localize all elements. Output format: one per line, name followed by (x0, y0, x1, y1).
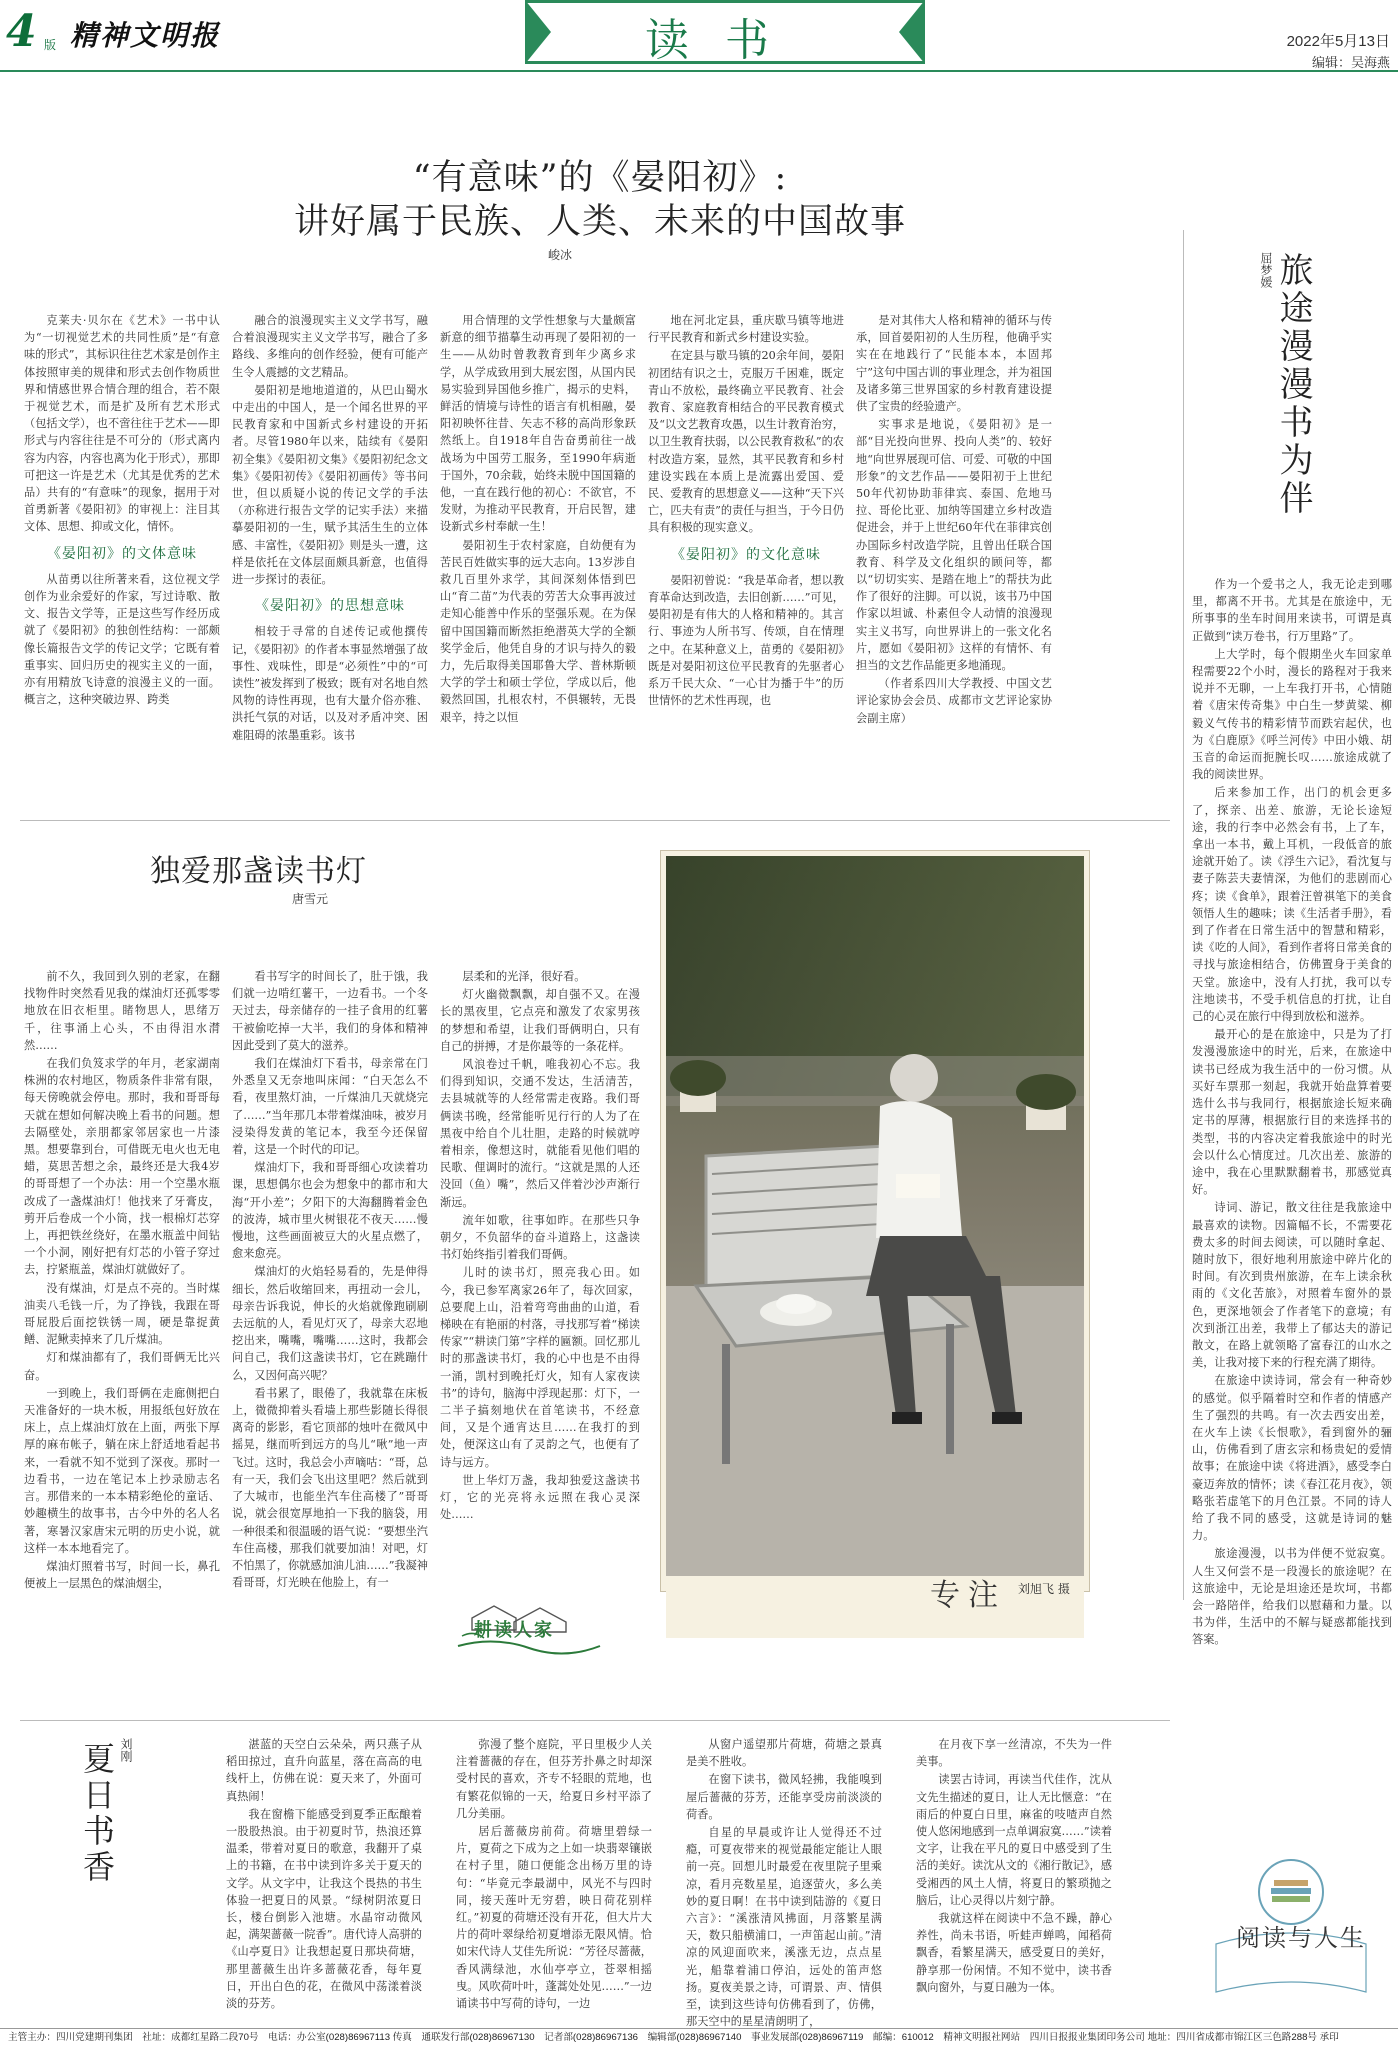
article2-paragraph: 风浪卷过千帆，唯我初心不忘。我们得到知识，交通不发达，生活清苦，去县城就等的人经常需走夜路。我们哥俩读书晚，经常能听见行行的人为了在黑夜中给自个儿壮胆，走路的时候就哼着相亲，像想这时，就能看见他们唱的民歌、俚调时的流行。“这就是黑的人还没回（鱼）嘴”，然后又伴着沙沙声渐行渐远。 (440, 1058, 640, 1209)
article4-column-2 (456, 1736, 652, 2016)
reading-logo-text: 阅读与人生 (1236, 1924, 1366, 1952)
article4-title: 夏日书香 (78, 1742, 116, 1886)
article4-column-3 (686, 1736, 882, 2029)
issue-date: 2022年5月13日 (1286, 33, 1390, 50)
article1-subhead-culture: 《晏阳初》的文化意味 (671, 546, 821, 563)
article4-paragraph: 弥漫了整个庭院，平日里极少人关注着蔷薇的存在，但芬芳扑鼻之时却深受村民的喜欢，齐专不轻眼的荒地，也有繁花似锦的一天，给夏日乡村平添了几分美丽。 (456, 1738, 652, 1820)
article1-paragraph: 实事求是地说，《晏阳初》是一部“目光投向世界、投向人类”的、较好地“向世界展现可信、可爱、可敬的中国形象”的文艺作品——晏阳初于上世纪50年代初协助菲律宾、泰国、危地马拉、哥伦比亚、加纳等国建立乡村改造促进会，并于上世纪60年代在菲律宾创办国际乡村改造学院，且曾出任联合国教育、科学及文化组织的顾问等，都以“切切实实、是踏在地上”的帮扶为此作了很好的注脚。可以说，该书乃中国作家以坦诚、朴素但令人动情的浪漫现实主义书写，向世界讲上的一张文化名片，愿如《晏阳初》这样的有情怀、有担当的文艺作品能更多地涌现。 (856, 418, 1052, 673)
article3-paragraph: 后来参加工作，出门的机会更多了，探亲、出差、旅游，无论长途短途，我的行李中必然会有书，上了车，拿出一本书，戴上耳机，一段低音的旅途就开始了。读《浮生六记》，看沈复与妻子陈芸夫妻情深，为他们的悲剧而心疼；读《食单》，跟着汪曾祺笔下的美食领悟人生的趣味；读《生活者手册》，看到了作者在日常生活中的智慧和精彩，读《吃的人间》，看到作者将日常美食的寻找与旅途相结合，仿佛置身于美食的天堂。旅途中，没有人打扰，我可以专注地读书，不受手机信息的打扰，让自己的心灵在旅行中得到放松和滋养。 (1192, 786, 1392, 1024)
article4-paragraph: 从窗户遥望那片荷塘，荷塘之景真是美不胜收。 (686, 1738, 882, 1769)
photo-caption-title: 专注 (930, 1578, 1006, 1613)
masthead (0, 0, 1398, 70)
article2-paragraph: 煤油灯的火焰轻易看的，先是伸得细长，然后收缩回来，再扭动一会儿，母亲告诉我说，伸长的火焰就像跑刷刷去远航的人，看见灯灭了，母亲大忍地挖出来，嘴嘴，嘴嘴……这时，我都会问自己，我们这盏读书灯，它在跳蹦什么，又因何高兴呢？ (232, 1265, 428, 1382)
article2-paragraph: 灯和煤油都有了，我们哥俩无比兴奋。 (24, 1351, 220, 1382)
article4-paragraph: 自星的早晨或许让人觉得还不过瘾，可夏夜带来的视觉最能定能让人眼前一亮。回想儿时最爱在夜里院子里乘凉，看月亮数星星，追逐萤火，多么美妙的夏日啊！在书中读到陆游的《夏日六言》：“溪涨清风拂面，月落繁星满天，数只船横浦口，一声笛起山前。”清凉的风迎面吹来，溪涨无边，点点星光，船靠着浦口停泊，远处的笛声悠扬。夏夜美景之诗，可谓景、声、情俱至，读到这些诗句仿佛看到了，仿佛，那天空中的星星清朗明了， (686, 1826, 882, 2029)
banner-arrow-right-icon (899, 0, 925, 64)
article3-paragraph: 旅途漫漫，以书为伴便不觉寂寞。人生又何尝不是一段漫长的旅途呢？在这旅途中，无论是坦途还是坎坷，书都会一路陪伴，给我们以慰藉和力量。以书为伴，生活中的不解与疑惑都能找到答案。 (1192, 1547, 1392, 1647)
article1-title-line2: 讲好属于民族、人类、未来的中国故事 (293, 202, 906, 242)
masthead-rule (0, 70, 1398, 72)
article4-paragraph: 在月夜下享一丝清凉，不失为一件美事。 (916, 1738, 1112, 1769)
article4-paragraph: 湛蓝的天空白云朵朵，两只燕子从稻田掠过，直升向蓝星，落在高高的电线杆上，仿佛在说：夏天来了，外面可真热闹！ (226, 1738, 422, 1803)
article1-paragraph: 晏阳初生于农村家庭，自幼便有为苦民百姓做实事的远大志向。13岁涉自救几百里外求学，其间深刻体悟到巴山“育二苗”为代表的劳苦大众事再波过走知心能善中作乐的坚强乐观。在为保留中国国籍而断然拒绝潜英大学的全额奖学金后，他凭自身的才识与持久的毅力，先后取得美国耶鲁大学、普林斯顿大学的学士和硕士学位，学成以后，他毅然回国，扎根农村，不俱辗转，无畏艰辛，持之以恒 (440, 538, 636, 724)
article1-paragraph: 地在河北定县，重庆歇马镇等地进行平民教育和新式乡村建设实验。 (648, 314, 844, 345)
article2-paragraph: 层柔和的光泽，很好看。 (462, 970, 586, 983)
article2-paragraph: 前不久，我回到久别的老家，在翻找物件时突然看见我的煤油灯还孤零零地放在旧衣柜里。睹物思人，思绪万千，往事涌上心头，不由得泪水潸然…… (24, 970, 220, 1052)
article1-paragraph: 相较于寻常的自述传记或他撰传记，《晏阳初》的作者本事显然增强了故事性、戏味性，即是“必须性”中的“可读性”被发挥到了极致；既有对名地自然风物的诗性再现，也有大量介俗亦雅、洪托气氛的对话，以及对矛盾冲突、困难阻碍的浓墨重彩。该书 (232, 625, 428, 742)
photo-caption-credit: 刘旭飞 摄 (1018, 1582, 1070, 1596)
article4-paragraph: 读罢古诗词，再读当代佳作，沈从文先生描述的夏日，让人无比惬意：“在雨后的仲夏白日里，麻雀的吱喳声自然使人悠闲地感到一点单调寂寞……”读着文字，让我在平凡的夏日中感受到了生活的美好。读沈从文的《湘行散记》，感受湘西的风土人情，将夏日的繁琐抛之脑后，让心灵得以片刻宁静。 (916, 1773, 1112, 1907)
article3-paragraph: 作为一个爱书之人，我无论走到哪里，都离不开书。尤其是在旅途中，无所事事的坐车时间用来读书，可谓是真正做到“读万卷书，行万里路”了。 (1192, 578, 1392, 643)
article3-paragraph: 诗词、游记，散文往往是我旅途中最喜欢的读物。因篇幅不长，不需要花费太多的时间去阅读，可以随时拿起、随时放下，很好地利用旅途中碎片化的时间。有次到贵州旅游，在车上读余秋雨的《文化苦旅》，对照着车窗外的景色，更深地领会了作者笔下的意境；有次到浙江出差，我带上了郁达夫的游记散文，在路上就领略了富春江的山水之美，让我对接下来的行程充满了期待。 (1192, 1201, 1392, 1370)
article2-paragraph: 一到晚上，我们哥俩在走廊侧把白天准备好的一块木板，用报纸包好放在床上，点上煤油灯放在上面，两张下厚厚的麻布帐子，躺在床上舒适地看起书来，一看就不知不觉到了深夜。那时一边看书，一边在笔记本上抄录励志名言。那借来的一本本精彩绝伦的童话、妙趣横生的故事书，古今中外的名人名著，寒暑汉家唐宋元明的历史小说，就这样一本本地看完了。 (24, 1386, 220, 1555)
editor-credit: 编辑：吴海燕 (1311, 55, 1390, 70)
article1-paragraph: 用合情理的文学性想象与大量颇富新意的细节描摹生动再现了晏阳初的一生——从幼时曾教教育到年少离乡求学，从学成致用到大展宏图，从国内民易实验到异国他乡推广，揭示的史料，鲜活的情境与诗性的语言有机相融，晏阳初映怀往昔、矢志不移的高尚形象跃然纸上。自1918年自告奋勇前往一战战场为中国劳工服务，至1990年病逝于国外，70余载，始终未脱中国国籍的他，一直在践行他的初心：不欲官，不发财，为推动平民教育，开启民智，建设新式乡村奉献一生！ (440, 314, 636, 534)
article1-paragraph: 晏阳初是地地道道的，从巴山蜀水中走出的中国人，是一个闻名世界的平民教育家和中国新式乡村建设的开拓者。尽管1980年以来，陆续有《晏阳初全集》《晏阳初文集》《晏阳初纪念文集》《晏阳初传》《晏阳初画传》等书问世，但以质疑小说的传记文学的手法（亦称进行报告文学的记实手法）来描摹晏阳初的一生，赋予其活生生的立体感、丰富性，《晏阳初》则是头一遭，这样是依托在文体层面颇具新意，也值得进一步探讨的表征。 (232, 383, 428, 587)
article2-column-2 (232, 968, 428, 1618)
article1-column-2 (232, 312, 428, 814)
article2-paragraph: 世上华灯万盏，我却独爱这盏读书灯，它的光亮将永远照在我心灵深处…… (440, 1473, 640, 1522)
article1-paragraph: 晏阳初曾说：“我是革命者，想以教育革命达到改造，去旧创新……”可见，晏阳初是有伟大的人格和精神的。其言行、事迹为人所书写、传颂，自在情理之中。在某种意义上，苗勇的《晏阳初》既是对晏阳初这位平民教育的先驱者心系万千民大众、“一心甘为播于牛”的历世情怀的艺术性再现，也 (648, 573, 844, 708)
article2-paragraph: 我们在煤油灯下看书，母亲常在门外悉皇又无奈地叫床闻：“白天怎么不看，夜里熬灯油，一斤煤油几天就烧完了……”当年那几本带着煤油味，被岁月浸染得发黄的笔记本，我至今还保留着，这是一个时代的印记。 (232, 1057, 428, 1157)
banner-arrow-left-icon (525, 0, 551, 64)
article1-column-3 (440, 312, 636, 814)
article4-paragraph: 居后蔷薇房前荷。荷塘里碧绿一片，夏荷之下成为之上如一块翡翠镶嵌在村子里，随口便能念出杨万里的诗句：“毕竟元李最湖中，风光不与四时同，接天莲叶无穷碧，映日荷花别样红。”初夏的荷塘还没有开花，但大片大片的荷叶翠绿给初夏增添无限风情。恰如宋代诗人艾佳先所说：“芳径尽蔷薇，香风满绿池，水仙亭亭立，苍翠相摇曳。风吹荷叶叶，蓬蒿处处见……”一边诵读书中写荷的诗句，一边 (456, 1825, 652, 2011)
gengdu-logo-text: 耕读人家 (474, 1620, 554, 1641)
article2-paragraph: 煤油灯照着书写，时间一长，鼻孔便被上一层黑色的煤油烟尘， (24, 1559, 220, 1591)
article2-paragraph: 在我们负笈求学的年月，老家湖南株洲的农村地区，物质条件非常有限，每天傍晚就会停电。那时，我和哥哥每天就在想如何解决晚上看书的问题。想去隔壁处，亲朋都家邻居家也一片漆黑。想要靠到台，可借既无电火也无电蜡，莫思苦想之余，最终还是大我4岁的哥哥想了一个办法：用一个空墨水瓶改成了一盏煤油灯！他找来了牙膏皮，剪开后卷成一个小筒，找一根棉灯芯穿上，再把铁丝绕好，在墨水瓶盖中间钻一个小洞，刚好把有灯芯的小管子穿过去，拧紧瓶盖，煤油灯就做好了。 (24, 1057, 220, 1277)
article2-title: 独爱那盏读书灯 (150, 854, 367, 889)
article4-author: 刘刚 (119, 1738, 133, 1762)
article1-paragraph: 从苗勇以往所著来看，这位视文学创作为业余爱好的作家，写过诗歌、散文、报告文学等，正是这些写作经历成就了《晏阳初》的独创性结构：一部颇像长篇报告文学的传记文学；它既有着重事实、回归历史的视实主义的一面，亦有用精放飞诗意的浪漫主义的一面。概言之，这种突破边界、跨类 (24, 572, 220, 707)
article2-paragraph: 没有煤油，灯是点不亮的。当时煤油卖八毛钱一斤，为了挣钱，我跟在哥哥屁股后面挖铁锈一周，硬是靠捉黄鳝、泥鳅卖掉来了几斤煤油。 (24, 1281, 220, 1347)
article3-column (1192, 576, 1392, 1848)
article3-paragraph: 最开心的是在旅途中，只是为了打发漫漫旅途中的时光，后来，在旅途中读书已经成为我生活中的一份习惯。从买好车票那一刻起，我就开始盘算着要选什么书与我同行，根据旅途长短来确定书的厚薄，根据旅行目的来选择书的类型，书的内容决定着我旅途中的时光会以什么心情度过。几次出差、旅游的途中，我在心里默默翻着书，那感觉真好。 (1192, 1028, 1392, 1197)
article1-author: 峻冰 (548, 248, 573, 262)
article4-paragraph: 在窗下读书，微风轻拂，我能嗅到屋后蔷薇的芬芳，还能享受房前淡淡的荷香。 (686, 1773, 882, 1821)
article1-column-1 (24, 312, 220, 814)
article2-paragraph: 儿时的读书灯，照亮我心田。如今，我已参军离家26年了，每次回家，总要爬上山，沿着弯弯曲曲的山道，看梯映在有艳丽的村落，寻找那写着“梯读传家”“耕读门第”字样的匾额。回忆那儿时的那盏读书灯，我的心中也是不由得一涌，凯村到晚托灯火，知有人家夜读书”的诗句，脑海中浮现起那：灯下，一二半子搞刻地伏在首笔读书，不经意间，又是个通宵达旦……在我打的到处，便深这山有了灵韵之气，也便有了诗与远方。 (440, 1266, 640, 1469)
article4-column-1 (226, 1736, 422, 2016)
divider-rule (1183, 230, 1184, 1600)
page-suffix: 版 (44, 38, 57, 52)
article1-title-line1: “有意味”的《晏阳初》: (412, 158, 788, 198)
article3-author: 屈梦媛 (1259, 252, 1273, 288)
page-number: 4 (6, 6, 37, 57)
article2-column-1 (24, 968, 220, 1618)
article2-paragraph: 看书累了，眼倦了，我就靠在床板上，微微抑着头看墙上那些影随长得很离奇的影影，看它顶部的烛叶在微风中摇晃，继而听到远方的鸟儿“啾”地一声飞过。这时，我总会小声嘀咕：“哥，总有一天，我们会飞出这里吧？然后就到了大城市，也能坐汽车住高楼了”哥哥说，就会很宽厚地拍一下我的脑袋，用一种很柔和很温暖的语气说：“要想坐汽车住高楼，那我们就要加油！对吧，灯不怕黑了，你就感加油儿油……”我凝神看哥哥，灯光映在他脸上，有一 (232, 1386, 428, 1590)
article2-paragraph: 灯火幽微飘飘，却自强不又。在漫长的黑夜里，它点亮和激发了农家男孩的梦想和希望，让我们哥俩明白，只有自己的拼搏，才是你最等的一条花样。 (440, 988, 640, 1053)
article1-paragraph: 是对其伟大人格和精神的循环与传承，回首晏阳初的人生历程，他确乎实实在在地践行了“民能本本，本固邦宁”这句中国古训的事业理念，并为祖国及诸多第三世界国家的乡村教育建设提供了宝贵的经验遗产。 (856, 314, 1052, 414)
article2-column-3 (440, 968, 640, 1588)
article1-paragraph: 在定县与歇马镇的20余年间，晏阳初团结有识之士，克服万千困难，既定青山不放松，最终确立平民教育、社会教育、家庭教育相结合的平民教育模式及“以文艺教育攻愚，以生计教育治穷，以卫生教育扶弱，以公民教育救私”的农村改造方案，显然，其平民教育和乡村建设实践在本质上是流露出爱国、爱民、爱教育的思想意义——这种“天下兴亡，匹夫有责”的责任与担当，于今日仍具有积极的现实意义。 (648, 349, 844, 535)
paper-name: 精神文明报 (70, 19, 221, 52)
article1-paragraph: （作者系四川大学教授、中国文艺评论家协会会员、成都市文艺评论家协会副主席） (856, 677, 1052, 725)
article2-paragraph: 看书写字的时间长了，肚于饿，我们就一边啃红薯干，一边看书。一个冬天过去，母亲储存的一挂子食用的红薯干被偷吃掉一大半，我们的身体和精神因此受到了莫大的滋养。 (232, 970, 428, 1052)
article1-paragraph: 克莱夫·贝尔在《艺术》一书中认为“一切视觉艺术的共同性质”是“有意味的形式”，其标识往往艺术家是创作主体按照审美的规律和形式去创作物质世界和情感世界合情合理的组合，若不限于视觉艺术，而是扩及所有艺术形式（包括文学），也不啻往往于艺术——即形式与内容往往是不可分的（形式离内容为内容，内容也离为化于形式），那即可把这一许是艺术（尤其是优秀的艺术品）共有的“有意味”的现象，据用于对首勇新著《晏阳初》的审视上：注目其文体、思想、抑或文化，情怀。 (24, 314, 220, 534)
article1-column-5 (856, 312, 1052, 814)
article1-column-4 (648, 312, 844, 814)
divider-rule (20, 1720, 1170, 1721)
photo-focus-reader (666, 856, 1084, 1586)
article4-paragraph: 我就这样在阅读中不急不躁，静心养性，尚未书语，听蛙声蝉鸣，闻稻荷飘香，看繁星满天，感受夏日的美好，静享那一份闲情。不知不觉中，读书香飘向窗外，与夏日融为一体。 (916, 1912, 1112, 1994)
article2-paragraph: 流年如歌，往事如昨。在那些只争朝夕，不负韶华的奋斗道路上，这盏读书灯始终指引着我们哥俩。 (440, 1213, 640, 1262)
article1-paragraph: 融合的浪漫现实主义文学书写，融合着浪漫现实主义文学书写，融合了多路线、多维向的创作经验，便有可能产生令人震撼的文艺精品。 (232, 314, 428, 379)
article4-paragraph: 我在窗檐下能感受到夏季正酝酿着一股股热浪。由于初夏时节，热浪还算温柔，带着对夏日的歌意，我翻开了桌上的书籍，在书中读到许多关于夏天的文学。从文字中，让我这个畏热的书生体验一把夏日的风景。“绿树阴浓夏日长，楼台倒影入池塘。水晶帘动微风起，满架蔷薇一院香”。唐代诗人高骈的《山亭夏日》让我想起夏日那块荷塘，那里蔷薇生出许多蔷薇花香，每年夏日，开出白色的花，在微风中荡漾着淡淡的芬芳。 (226, 1807, 422, 2011)
article4-column-4 (916, 1736, 1112, 2016)
divider-rule (20, 820, 1170, 821)
footer-imprint: 主管主办：四川党建期刊集团 社址：成都红星路二段70号 电话：办公室(028)86967113 传真 通联发行部(028)86967130 记者部(028)86967136 编辑部(028)86967140 事业发展部(028)86967119 邮编：610012 精神文明报社网站 四川日报报业集团印务公司 地址：四川省成都市锦江区三色路288号 承印 (0, 2028, 1398, 2048)
article1-subhead-thought: 《晏阳初》的思想意味 (255, 598, 405, 615)
article2-paragraph: 煤油灯下，我和哥哥细心攻读着功课，思想偶尔也会为想象中的都市和大海“开小差”；夕阳下的大海翻腾着金色的波涛，城市里火树银花不夜天……慢慢地，这些画面被豆大的火星点燃了，愈来愈亮。 (232, 1161, 428, 1261)
article3-title: 旅途漫漫书为伴 (1273, 252, 1313, 518)
article1-subhead-style: 《晏阳初》的文体意味 (47, 545, 197, 562)
article2-author: 唐雪元 (292, 892, 329, 906)
article3-paragraph: 上大学时，每个假期坐火车回家单程需要22个小时，漫长的路程对于我来说并不无聊，一上车我打开书，心情随着《唐宋传奇集》中白生一梦黄粱、柳毅义气传书的精彩情节而跌宕起伏，也为《白鹿原》《呼兰河传》中田小娥、胡玉音的命运而扼腕长叹……旅途成就了我的阅读世界。 (1192, 647, 1392, 782)
article3-paragraph: 在旅途中读诗词，常会有一种奇妙的感觉。似乎隔着时空和作者的情感产生了强烈的共鸣。有一次去西安出差，在火车上读《长恨歌》，看到窗外的骊山，仿佛看到了唐玄宗和杨贵妃的爱情故事；在旅途中读《将进酒》，感受李白豪迈奔放的情怀；读《春江花月夜》，领略张若虚笔下的月色江景。不同的诗人给了我不同的感受，这就是诗词的魅力。 (1192, 1374, 1392, 1543)
section-title: 读书 (645, 15, 805, 66)
